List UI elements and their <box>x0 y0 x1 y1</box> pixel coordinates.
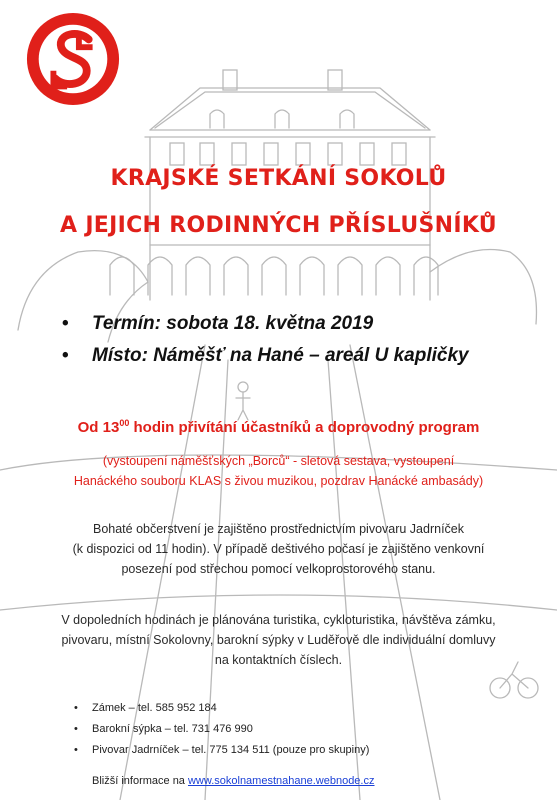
event-date: Termín: sobota 18. května 2019 <box>92 313 374 334</box>
list-item-contact <box>74 719 369 740</box>
bullet: • <box>74 744 78 756</box>
program-minutes: 00 <box>119 418 130 428</box>
morning-activities-paragraph <box>0 610 557 670</box>
page-title: KRAJSKÉ SETKÁNÍ SOKOLŮ <box>110 166 447 191</box>
refreshments-line-3: posezení pod střechou pomocí velkoprostorového stanu. <box>121 562 436 576</box>
program-prefix: Od 13 <box>77 419 120 436</box>
program-suffix: hodin přivítání účastníků a doprovodný program <box>129 419 480 436</box>
morning-line-2: pivovaru, místní Sokolovny, barokní sýpky v Luděřově dle individuální domluvy <box>61 633 496 647</box>
contact-text: Barokní sýpka – tel. 731 476 990 <box>92 723 253 735</box>
list-item-contact <box>74 740 369 761</box>
bullet: • <box>74 723 78 735</box>
page-subtitle: A JEJICH RODINNÝCH PŘÍSLUŠNÍKŮ <box>60 213 497 238</box>
event-place: Místo: Náměšť na Hané – areál U kapličky <box>92 345 469 366</box>
info-line <box>92 775 375 787</box>
contact-text: Zámek – tel. 585 952 184 <box>92 702 217 714</box>
refreshments-paragraph <box>0 519 557 579</box>
morning-line-3: na kontaktních číslech. <box>214 653 343 667</box>
refreshments-line-1: Bohaté občerstvení je zajištěno prostřednictvím pivovaru Jadrníček <box>92 522 465 536</box>
list-item-place <box>62 340 469 372</box>
list-item-date <box>62 308 469 340</box>
event-facts-list <box>62 308 469 372</box>
list-item-contact <box>74 698 369 719</box>
sokol-logo-icon <box>24 10 122 108</box>
website-link[interactable]: www.sokolnamestnahane.webnode.cz <box>187 775 375 787</box>
refreshments-line-2: (k dispozici od 11 hodin). V případě deštivého počasí je zajištěno venkovní <box>72 542 485 556</box>
bullet: • <box>62 313 69 334</box>
morning-line-1: V dopoledních hodinách je plánována turistika, cykloturistika, návštěva zámku, <box>61 613 496 627</box>
program-heading <box>0 418 557 436</box>
info-label: Bližší informace na <box>92 775 188 787</box>
bullet: • <box>62 345 69 366</box>
performances-line-2: Hanáckého souboru KLAS s živou muzikou, pozdrav Hanácké ambasády) <box>73 474 484 488</box>
performances-line-1: (vystoupení náměšťských „Borců“ - sletová sestava, vystoupení <box>102 454 455 468</box>
contact-text: Pivovar Jadrníček – tel. 775 134 511 (pouze pro skupiny) <box>92 744 370 756</box>
contacts-list <box>74 698 369 761</box>
performances-text <box>0 451 557 491</box>
bullet: • <box>74 702 78 714</box>
